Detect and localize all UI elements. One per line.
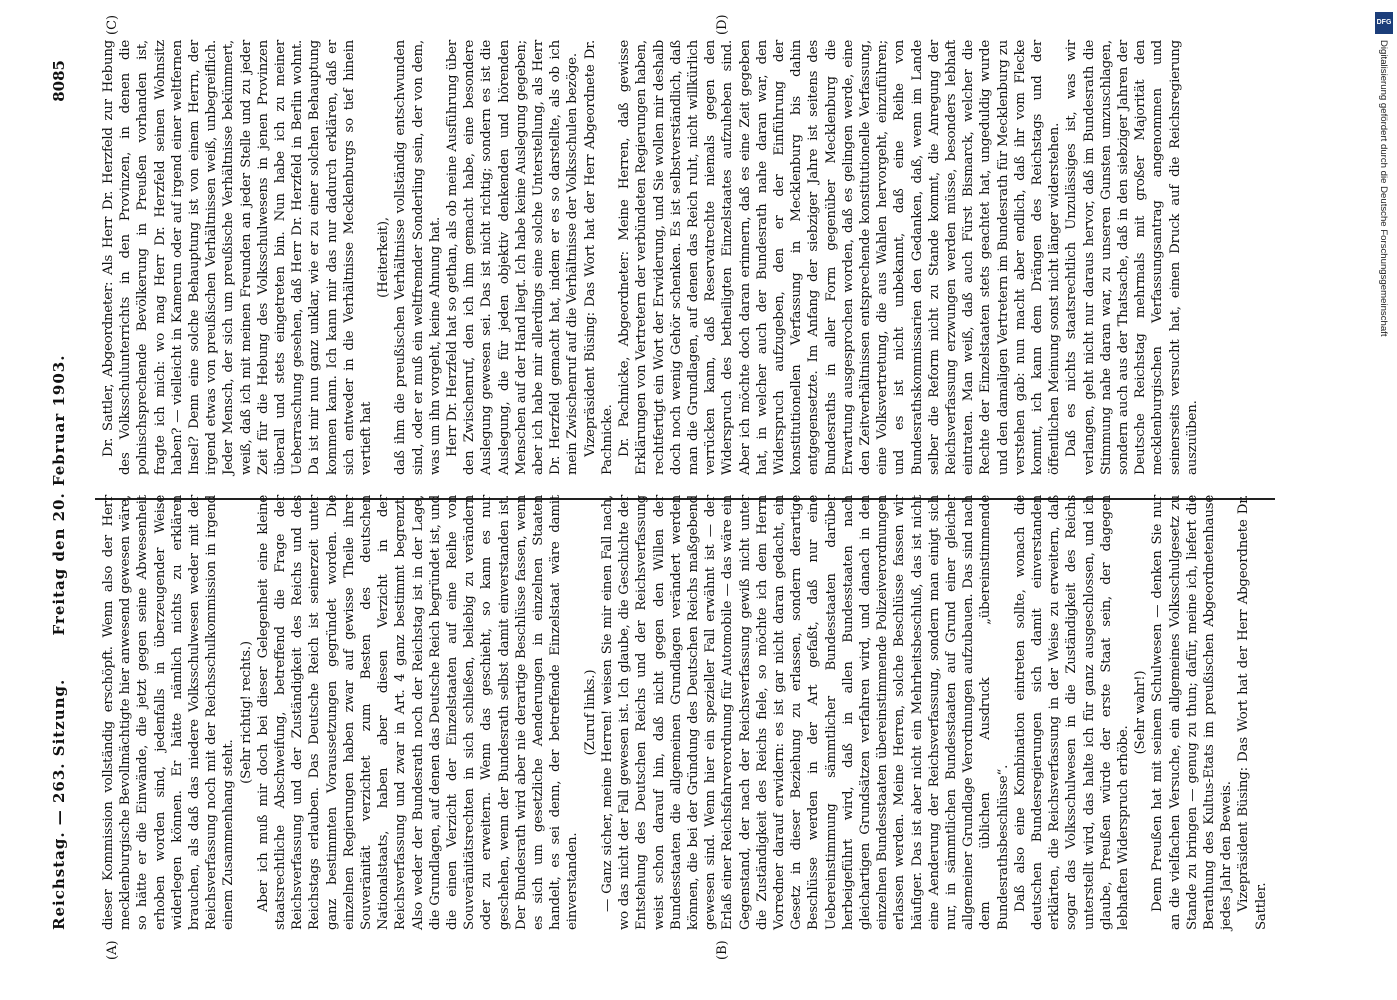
page-number: 8085 bbox=[50, 60, 68, 102]
margin-mark-d: (D) bbox=[715, 14, 730, 35]
margin-mark-a: (A) bbox=[105, 940, 120, 960]
interjection: (Heiterkeit), bbox=[376, 217, 392, 298]
paragraph: Daß also eine Kombination eintreten sollte, wonach die deutschen Bundesregierungen sich damit einverstanden erklärten, die Reichsverfassung in der Weise zu erweitern, daß sogar das Volksschulwesen in die Zuständigkeit des Reichs unterstellt wird, das halte ich für ganz ausgeschlossen, und ich glaube, Preußen würde der erste Staat sein, der dagegen lebhaften Widerspruch erhöbe. bbox=[1012, 495, 1131, 930]
speaker-line: Vizepräsident Büsing: Das Wort hat der Herr Abgeordnete Dr. Sattler. bbox=[1236, 495, 1269, 930]
paragraph: Dr. Pachnicke, Abgeordneter: Meine Herren, daß gewisse Erklärungen von Vertretern der verbündeten Regierungen haben, rechtfertigt ein Wort der Erwiderung, und Sie wollen mir deshalb doch noch wenig Gehör schenken. Es ist selbstverständlich, daß man die Grundlagen, auf denen das Reich ruht, nicht willkürlich verrücken kann, daß Reservatrechte niemals gegen den Widerspruch des betheiligten Einzelstaates aufzuheben sind. Aber ich möchte doch daran erinnern, daß es eine Zeit gegeben hat, in welcher auch der Bundesrath nahe daran war, den Widerspruch aufzugeben, den er der Einführung der konstitutionellen Verfassung in Mecklenburg bis dahin entgegensetzte. Im Anfang der siebziger Jahre ist seitens des Bundesraths in aller Form gegenüber Mecklenburg die Erwartung ausgesprochen worden, daß es gelingen werde, eine den Zeitverhältnissen entsprechende konstitutionelle Verfassung, eine Volksvertretung, die aus Wahlen hervorgeht, einzuführen; und es ist nicht unbekannt, daß eine Reihe von Bundesrathskommissarien den Gedanken, daß, wenn im Lande selber die Reform nicht zu Stande kommt, die Anregung der Reichsverfassung erzwungen werden müsse, besonders lebhaft eintraten. Man weiß, daß auch Fürst Bismarck, welcher die Rechte der Einzelstaaten stets geachtet hat, ungeduldig wurde und den damaligen Vertretern im Bundesrath für Mecklenburg zu verstehen gab: nun macht aber endlich, daß ihr vom Flecke kommt, ich kann dem Drängen des Reichstags und der öffentlichen Meinung sonst nicht länger widerstehen. bbox=[617, 40, 1063, 475]
paragraph: Aber ich muß mir doch bei dieser Gelegenheit eine kleine staatsrechtliche Abschweifung, betreffend die Frage der Reichsverfassung und der Zuständigkeit des Reichs und des Reichstags erlauben. Das Deutsche Reich ist seinerzeit unter ganz bestimmten Voraussetzungen gegründet worden. Die einzelnen Regierungen haben zwar auf gewisse Theile ihrer Souveränität verzichtet zum Besten des deutschen Nationalstaats, haben aber diesen Verzicht in der Reichsverfassung und zwar in Art. 4 ganz bestimmt begrenzt. Also weder der Bundesrath noch der Reichstag ist in der Lage, die Grundlagen, auf denen das Deutsche Reich begründet ist, und die einen Verzicht der Einzelstaaten auf eine Reihe von Souveränitätsrechten in sich schließen, beliebig zu verändern oder zu erweitern. Wenn das geschieht, so kann es nur geschehen, wenn der Bundesrath selbst damit einverstanden ist. Der Bundesrath wird aber nie derartige Beschlüsse fassen, wenn es sich um gesetzliche Aenderungen in einzelnen Staaten handelt, es sei denn, der betreffende Einzelstaat wäre damit einverstanden. bbox=[255, 495, 581, 930]
text-column-right bbox=[100, 40, 1201, 475]
margin-mark-b: (B) bbox=[715, 940, 730, 960]
interjection: (Zuruf links.) bbox=[582, 669, 598, 756]
paragraph: Dr. Sattler, Abgeordneter: Als Herr Dr. Herzfeld zur Hebung des Volksschulunterrichts in den Provinzen, in denen die polnischsprechende Bevölkerung in Preußen vorhanden ist, fragte ich mich: wo mag Herr Dr. Herzfeld seinen Wohnsitz haben? — vielleicht in Kamerun oder auf irgend einer weltfernen Insel? Denn eine solche Behauptung ist von einem Herrn, der irgend etwas von preußischen Verhältnissen weiß, unbegreiflich. Jeder Mensch, der sich um preußische Verhältnisse bekümmert, weiß, daß ich mit meinen Freunden an jeder Stelle und zu jeder Zeit für die Hebung des Volksschulwesens in jenen Provinzen überall und stets eingetreten bin. Nun habe ich zu meiner Ueberraschung gesehen, daß Herr Dr. Herzfeld in Berlin wohnt. Da ist mir nun ganz unklar, wie er zu einer solchen Behauptung kommen kann. Ich kann mir das nur dadurch erklären, daß er sich entweder in die Verhältnisse Mecklenburgs so tief hinein vertieft hat bbox=[101, 40, 375, 475]
paragraph: dieser Kommission vollständig erschöpft. Wenn also der Herr mecklenburgische Bevollmächtigte hier anwesend gewesen wäre, so hätte er die Einwände, die jetzt gegen seine Abwesenheit erhoben worden sind, jedenfalls in überzeugender Weise widerlegen können. Er hätte nämlich nichts zu erklären brauchen, als daß das niedere Volksschulwesen weder mit der Reichsverfassung noch mit der Reichsschulkommission in irgend einem Zusammenhang steht. bbox=[101, 495, 237, 930]
digitization-note bbox=[1375, 40, 1389, 970]
text-column-left bbox=[100, 495, 1270, 930]
page-header bbox=[40, 60, 80, 930]
dfg-logo: DFG bbox=[1375, 12, 1393, 34]
speaker-line: Vizepräsident Büsing: Das Wort hat der Herr Abgeordnete Dr. Pachnicke. bbox=[582, 40, 615, 475]
paragraph: daß ihm die preußischen Verhältnisse vollständig entschwunden sind, oder er muß ein weltfremder Sonderling sein, der von dem, was um ihn vorgeht, keine Ahnung hat. bbox=[393, 40, 443, 475]
paragraph: Daß es nichts staatsrechtlich Unzulässiges ist, was wir verlangen, geht nicht nur daraus hervor, daß im Bundesrath die Stimmung nahe daran war, zu unseren Gunsten umzuschlagen, sondern auch aus der Thatsache, daß in den siebziger Jahren der Deutsche Reichstag mehrmals mit großer Majorität den mecklenburgischen Verfassungsantrag angenommen und seinerseits versucht hat, einen Druck auf die Reichsregierung auszuüben. bbox=[1064, 40, 1200, 475]
header-center: Freitag den 20. Februar 1903. bbox=[50, 354, 68, 636]
interjection: (Sehr richtig! rechts.) bbox=[238, 641, 254, 784]
digitization-note-text: Digitalisierung gefördert durch die Deutsche Forschungsgemeinschaft bbox=[1378, 40, 1389, 337]
interjection: (Sehr wahr!) bbox=[1133, 670, 1149, 755]
margin-mark-c: (C) bbox=[105, 14, 120, 35]
header-left: Reichstag. — 263. Sitzung. bbox=[50, 678, 68, 930]
paragraph: — Ganz sicher, meine Herren! weisen Sie mir einen Fall nach, wo das nicht der Fall gewesen ist. Ich glaube, die Geschichte der Entstehung des Deutschen Reichs und der Reichsverfassung weist schon darauf hin, daß nicht gegen den Willen der Bundesstaaten die allgemeinen Grundlagen verändert werden können, die bei der Gründung des Deutschen Reichs maßgebend gewesen sind. Wenn hier ein spezieller Fall erwähnt ist — der Erlaß einer Reichsfahrverordnung für Automobile — das wäre ein Gegenstand, der nach der Reichsverfassung gewiß nicht unter die Zuständigkeit des Reichs fiele, so möchte ich dem Herrn Vorredner darauf erwidern: es ist gar nicht daran gedacht, ein Gesetz in dieser Beziehung zu erlassen, sondern derartige Beschlüsse werden in der Art gefaßt, daß nur eine Uebereinstimmung sämmtlicher Bundesstaaten darüber herbeigeführt wird, daß in allen Bundesstaaten nach gleichartigen Grundsätzen verfahren wird, und danach in den einzelnen Bundesstaaten übereinstimmende Polizeiverordnungen erlassen werden. Meine Herren, solche Beschlüsse fassen wir häufiger. Das ist aber nicht ein Mehrheitsbeschluß, das ist nicht eine Aenderung der Reichsverfassung, sondern man einigt sich nur, in sämmtlichen Bundesstaaten auf Grund einer gleicher allgemeiner Grundlage Verordnungen aufzubauen. Das sind nach dem üblichen Ausdruck „übereinstimmende Bundesrathsbeschlüsse“. bbox=[599, 495, 1011, 930]
paragraph: Herr Dr. Herzfeld hat so gethan, als ob meine Ausführung über den Zwischenruf, den ich ihm gemacht habe, eine besondere Auslegung gewesen sei. Das ist nicht richtig; sondern es ist die Auslegung, die für jeden objektiv denkenden und hörenden Menschen auf der Hand liegt. Ich habe keine Auslegung gegeben; aber ich habe mir allerdings eine solche Unterstellung, als Herr Dr. Herzfeld gemacht hat, indem er es so darstellte, als ob ich mein Zwischenruf auf die Verhältnisse der Volksschulen bezöge. bbox=[445, 40, 581, 475]
paragraph: Denn Preußen hat mit seinem Schulwesen — denken Sie nur an die vielfachen Versuche, ein allgemeines Volksschulgesetz zu Stande zu bringen — genug zu thun; dafür, meine ich, liefert die Berathung des Kultus-Etats im preußischen Abgeordnetenhause jedes Jahr den Beweis. bbox=[1150, 495, 1235, 930]
